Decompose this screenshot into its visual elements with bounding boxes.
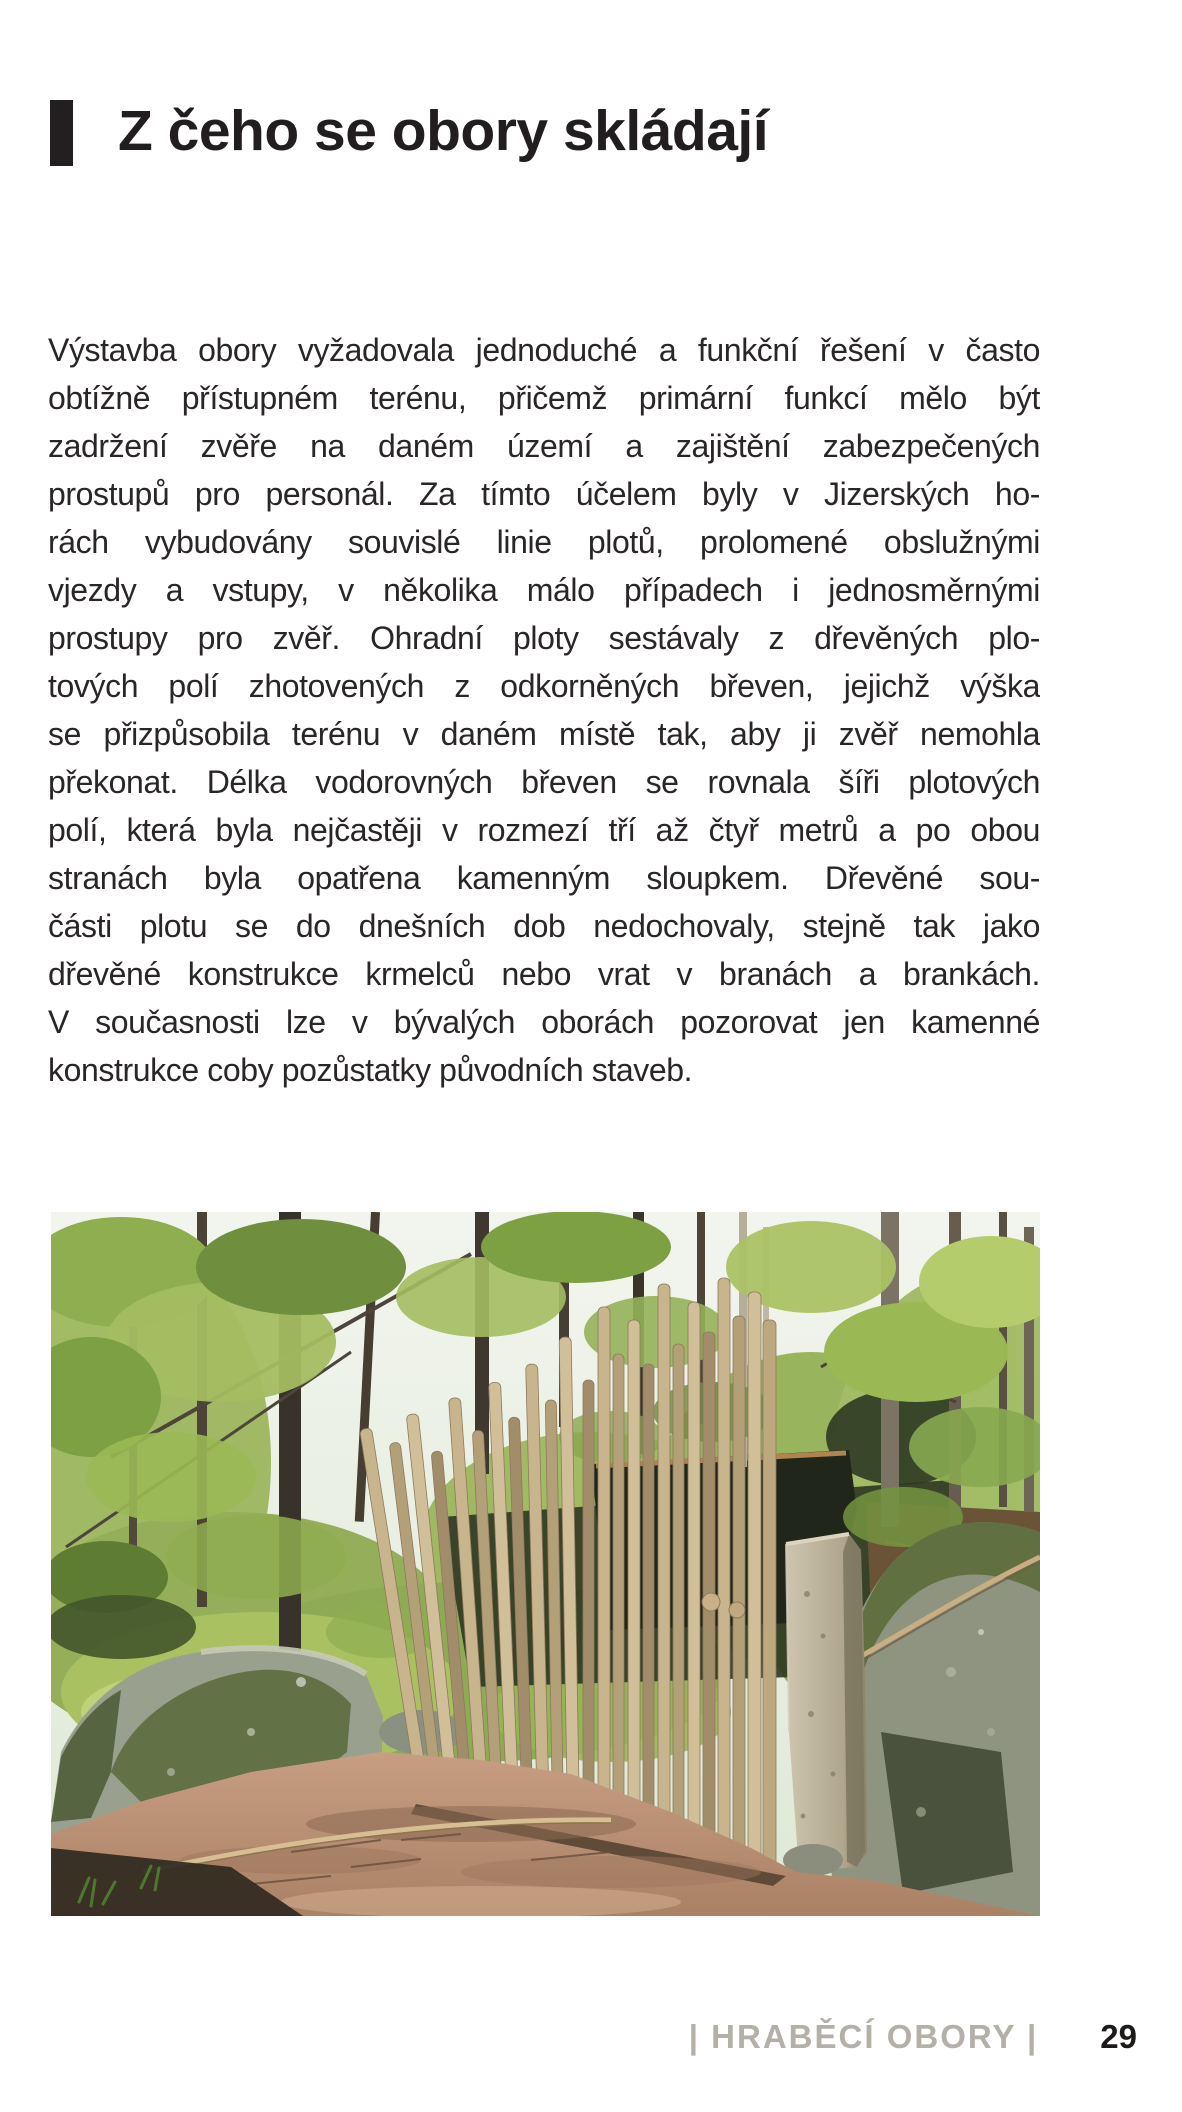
photo-forest-fence [51,1212,1040,1916]
paragraph-line: se přizpůsobila terénu v daném místě tak, aby ji zvěř nemohla [48,716,1040,752]
chapter-heading [50,98,768,166]
photo-gate-log-end [729,1602,745,1618]
paragraph-line: vjezdy a vstupy, v několika málo případech i jednosměrnými [48,572,1040,608]
footer-section-label: | HRABĚCÍ OBORY | [688,2018,1039,2055]
paragraph-line: polí, která byla nejčastěji v rozmezí tří až čtyř metrů a po obou [48,812,1040,848]
paragraph-line: konstrukce coby pozůstatky původních staveb. [48,1052,693,1088]
photo-gate-log-end [702,1593,720,1611]
paragraph-line: překonat. Délka vodorovných břeven se rovnala šíři plotových [48,764,1040,800]
paragraph-line: dřevěné konstrukce krmelců nebo vrat v branách a brankách. [48,956,1040,992]
footer-page-number: 29 [1100,2018,1137,2055]
paragraph-line: rách vybudovány souvislé linie plotů, prolomené obslužnými [48,524,1040,560]
paragraph-line: tových polí zhotovených z odkorněných břeven, jejichž výška [48,668,1040,704]
paragraph-line: obtížně přístupném terénu, přičemž primární funkcí mělo být [48,380,1040,416]
paragraph-line: prostupů pro personál. Za tímto účelem byly v Jizerských ho- [48,476,1040,512]
photo-illustration [51,1212,1040,1916]
paragraph-line: Výstavba obory vyžadovala jednoduché a funkční řešení v často [48,332,1040,368]
photo-stone-pillar [786,1534,867,1872]
paragraph-line: zadržení zvěře na daném území a zajištění zabezpečených [48,428,1040,464]
paragraph-line: prostupy pro zvěř. Ohradní ploty sestávaly z dřevěných plo- [48,620,1040,656]
heading-accent-bar [50,100,73,166]
paragraph-line: části plotu se do dnešních dob nedochovaly, stejně tak jako [48,908,1040,944]
body-paragraph [48,326,1040,1094]
paragraph-line: V současnosti lze v bývalých oborách pozorovat jen kamenné [48,1004,1040,1040]
page-title: Z čeho se obory skládají [118,99,769,163]
page-footer [0,2018,1137,2056]
paragraph-line: stranách byla opatřena kamenným sloupkem. Dřevěné sou- [48,860,1040,896]
